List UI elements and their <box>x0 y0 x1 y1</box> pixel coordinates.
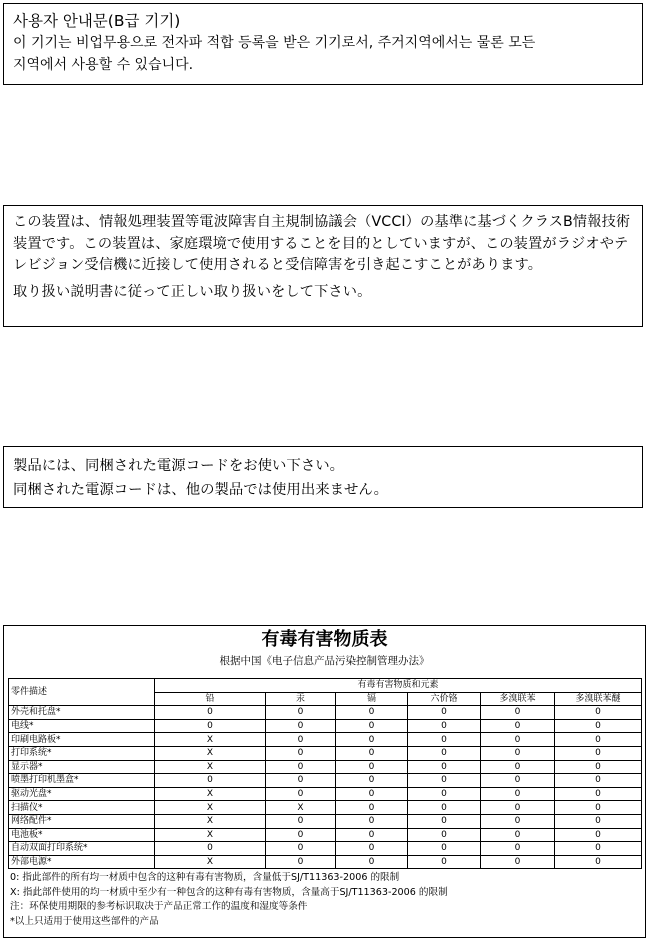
substance-value-cell: 0 <box>408 746 481 760</box>
table-row <box>9 706 642 720</box>
note-line: 0: 指此部件的所有均一材质中包含的这种有毒有害物质，含量低于SJ/T11363-2006 的限制 <box>10 872 400 883</box>
substance-value-cell: 0 <box>266 760 336 774</box>
part-name-cell: 印刷电路板* <box>9 733 155 747</box>
substance-value-cell: X <box>155 746 266 760</box>
substance-value-cell: 0 <box>555 760 642 774</box>
part-name-cell: 打印系统* <box>9 746 155 760</box>
substance-value-cell: X <box>155 733 266 747</box>
part-name-cell: 网络配件* <box>9 814 155 828</box>
substance-value-cell: 0 <box>155 706 266 720</box>
note-line: *以上只适用于使用这些部件的产品 <box>10 915 159 927</box>
substance-value-cell: 0 <box>555 855 642 869</box>
substance-value-cell: 0 <box>481 801 555 815</box>
table-row <box>9 733 642 747</box>
substance-value-cell: 0 <box>408 814 481 828</box>
substance-value-cell: X <box>155 787 266 801</box>
substance-value-cell: 0 <box>555 801 642 815</box>
korean-class-b-notice <box>3 3 643 85</box>
table-row <box>9 801 642 815</box>
substance-value-cell: 0 <box>481 706 555 720</box>
substance-value-cell: 0 <box>155 842 266 856</box>
substance-value-cell: 0 <box>555 828 642 842</box>
substance-value-cell: 0 <box>336 787 408 801</box>
substance-value-cell: X <box>155 828 266 842</box>
substance-value-cell: 0 <box>408 828 481 842</box>
substance-value-cell: 0 <box>336 842 408 856</box>
substance-value-cell: 0 <box>408 787 481 801</box>
substance-value-cell: 0 <box>555 842 642 856</box>
substance-value-cell: 0 <box>408 733 481 747</box>
substance-value-cell: 0 <box>555 719 642 733</box>
hazardous-substances-section <box>3 625 646 938</box>
table-row <box>9 787 642 801</box>
substance-value-cell: 0 <box>336 746 408 760</box>
substance-value-cell: X <box>155 760 266 774</box>
substance-value-cell: 0 <box>481 842 555 856</box>
part-name-cell: 驱动光盘* <box>9 787 155 801</box>
substance-value-cell: 0 <box>266 855 336 869</box>
substance-value-cell: 0 <box>408 760 481 774</box>
substance-value-cell: 0 <box>336 801 408 815</box>
substance-value-cell: 0 <box>336 719 408 733</box>
substance-value-cell: 0 <box>408 855 481 869</box>
substance-value-cell: 0 <box>266 842 336 856</box>
hazardous-substances-subtitle: 根据中国《电子信息产品污染控制管理办法》 <box>219 655 430 667</box>
substance-value-cell: 0 <box>266 746 336 760</box>
part-name-cell: 外部电源* <box>9 855 155 869</box>
substance-value-cell: 0 <box>555 787 642 801</box>
hazardous-substances-notes <box>10 871 448 929</box>
part-name-cell: 喷墨打印机墨盒* <box>9 774 155 788</box>
substance-column-header: 多溴联苯 <box>481 692 555 706</box>
table-row <box>9 719 642 733</box>
table-row <box>9 760 642 774</box>
note-line: X: 指此部件使用的均一材质中至少有一种包含的这种有毒有害物质，含量高于SJ/T11363-2006 的限制 <box>10 886 448 898</box>
substance-value-cell: 0 <box>266 733 336 747</box>
substance-value-cell: 0 <box>481 814 555 828</box>
substance-value-cell: 0 <box>555 774 642 788</box>
vcci-notice-instruction: 取り扱い説明書に従って正しい取り扱いをして下さい。 <box>13 283 372 300</box>
power-cord-notice-line: 同梱された電源コードは、他の製品では使用出来ません。 <box>13 482 389 498</box>
substance-value-cell: 0 <box>336 733 408 747</box>
substance-value-cell: 0 <box>481 746 555 760</box>
substance-column-header: 六价铬 <box>408 692 481 706</box>
table-row <box>9 855 642 869</box>
substance-value-cell: 0 <box>266 814 336 828</box>
power-cord-notice <box>3 446 643 508</box>
part-name-cell: 扫描仪* <box>9 801 155 815</box>
substance-value-cell: X <box>155 814 266 828</box>
substance-value-cell: 0 <box>155 719 266 733</box>
substance-value-cell: 0 <box>336 760 408 774</box>
substance-value-cell: 0 <box>408 774 481 788</box>
substance-column-header: 多溴联苯醚 <box>555 692 642 706</box>
substance-value-cell: 0 <box>266 774 336 788</box>
substance-value-cell: 0 <box>481 787 555 801</box>
substance-column-header: 镉 <box>336 692 408 706</box>
substance-value-cell: 0 <box>408 842 481 856</box>
power-cord-notice-line: 製品には、同梱された電源コードをお使い下さい。 <box>13 458 344 474</box>
substance-value-cell: 0 <box>481 733 555 747</box>
substance-value-cell: 0 <box>408 801 481 815</box>
substance-value-cell: 0 <box>481 774 555 788</box>
hazardous-substances-title: 有毒有害物质表 <box>261 629 388 650</box>
part-name-cell: 自动双面打印系统* <box>9 842 155 856</box>
table-row <box>9 746 642 760</box>
korean-notice-line: 지역에서 사용할 수 있습니다. <box>13 57 194 73</box>
note-line: 注：环保使用期限的参考标识取决于产品正常工作的温度和湿度等条件 <box>10 901 308 913</box>
substance-value-cell: 0 <box>336 706 408 720</box>
substance-value-cell: 0 <box>555 746 642 760</box>
part-name-cell: 电线* <box>9 719 155 733</box>
substance-value-cell: 0 <box>336 814 408 828</box>
hazardous-substances-body <box>9 706 642 869</box>
part-name-cell: 电池板* <box>9 828 155 842</box>
table-row <box>9 842 642 856</box>
substance-value-cell: 0 <box>555 733 642 747</box>
substance-value-cell: X <box>266 801 336 815</box>
korean-notice-line: 이 기기는 비업무용으로 전자파 적합 등록을 받은 기기로서, 주거지역에서는 물론 모든 <box>13 35 536 51</box>
substance-column-header: 汞 <box>266 692 336 706</box>
vcci-notice-paragraph: この装置は、情報処理装置等電波障害自主規制協議会（VCCI）の基準に基づくクラスB情報技術装置です。この装置は、家庭環境で使用することを目的としていますが、この装置がラジオやテレビジョン受信機に近接して使用されると受信障害を引き起こすことがあります。 <box>13 214 631 274</box>
substances-group-header: 有毒有害物质和元素 <box>155 679 642 693</box>
table-row <box>9 828 642 842</box>
substance-value-cell: 0 <box>266 828 336 842</box>
substance-value-cell: 0 <box>336 855 408 869</box>
substance-value-cell: 0 <box>408 706 481 720</box>
substance-value-cell: 0 <box>481 760 555 774</box>
substance-value-cell: 0 <box>336 828 408 842</box>
substance-value-cell: 0 <box>481 828 555 842</box>
substance-value-cell: 0 <box>266 787 336 801</box>
substance-value-cell: 0 <box>481 719 555 733</box>
substance-value-cell: 0 <box>555 814 642 828</box>
table-header-row <box>9 679 642 693</box>
substance-value-cell: 0 <box>336 774 408 788</box>
substance-value-cell: 0 <box>555 706 642 720</box>
substance-value-cell: 0 <box>481 855 555 869</box>
korean-notice-title: 사용자 안내문(B급 기기) <box>13 12 181 30</box>
substance-value-cell: 0 <box>408 719 481 733</box>
part-name-cell: 外壳和托盘* <box>9 706 155 720</box>
substance-value-cell: X <box>155 855 266 869</box>
table-row <box>9 774 642 788</box>
substance-value-cell: 0 <box>155 774 266 788</box>
hazardous-substances-table <box>8 678 642 869</box>
vcci-notice <box>3 205 643 327</box>
substance-value-cell: 0 <box>266 719 336 733</box>
part-description-header: 零件描述 <box>9 679 155 706</box>
table-row <box>9 814 642 828</box>
part-name-cell: 显示器* <box>9 760 155 774</box>
substance-value-cell: 0 <box>266 706 336 720</box>
substance-column-header: 铅 <box>155 692 266 706</box>
substance-value-cell: X <box>155 801 266 815</box>
